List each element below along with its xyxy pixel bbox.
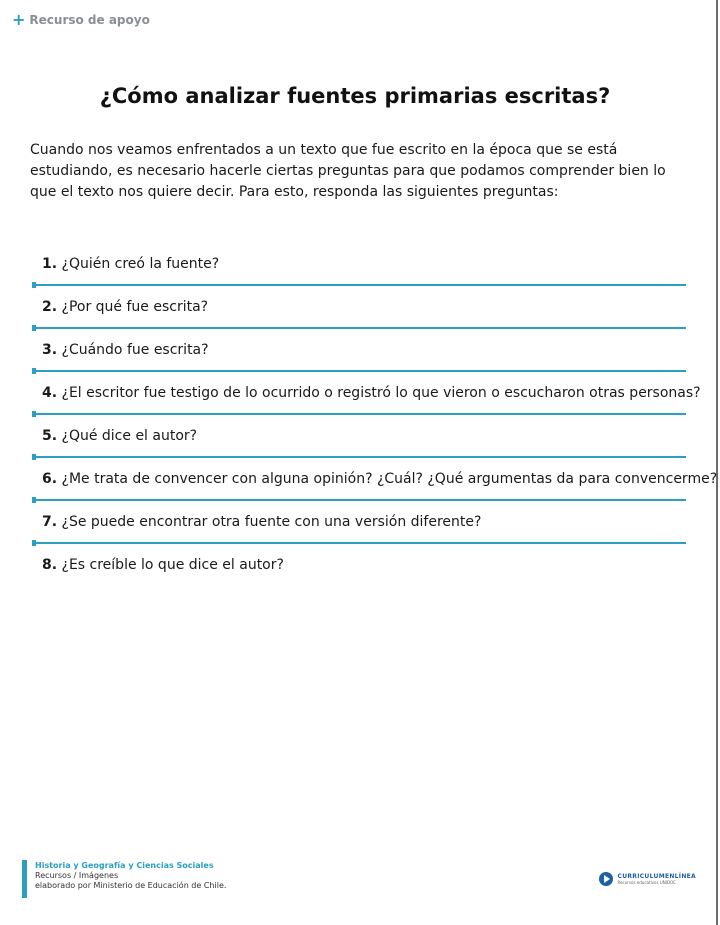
footer-subject: Historia y Geografía y Ciencias Sociales [35, 861, 214, 870]
question-item [32, 459, 718, 502]
question-label: ¿El escritor fue testigo de lo ocurrido o registró lo que vieron o escucharon otras personas? [61, 385, 701, 401]
question-text [42, 471, 717, 487]
plus-icon: + [12, 10, 26, 29]
logo-tagline: Recursos educativos UNIDOC [617, 880, 676, 885]
answer-line[interactable] [32, 284, 686, 286]
question-list [32, 244, 718, 588]
question-label: ¿Cuándo fue escrita? [61, 342, 209, 358]
resource-tag [12, 12, 150, 28]
footer-credits [22, 860, 226, 898]
question-item [32, 330, 686, 373]
answer-line[interactable] [32, 413, 686, 415]
answer-line[interactable] [32, 456, 686, 458]
logo-text [617, 873, 696, 885]
question-text [42, 256, 219, 272]
question-text [42, 514, 481, 530]
page-title: ¿Cómo analizar fuentes primarias escritas? [99, 84, 611, 108]
answer-line[interactable] [32, 542, 686, 544]
page-edge [716, 0, 718, 925]
question-item [32, 416, 686, 459]
answer-line[interactable] [32, 327, 686, 329]
curriculum-logo[interactable] [599, 872, 696, 886]
intro-paragraph: Cuando nos veamos enfrentados a un texto que fue escrito en la época que se está estudiando, es necesario hacerle ciertas preguntas para que podamos comprender bien lo que el texto nos quiere decir. Para esto, responda las siguientes preguntas: [30, 142, 666, 200]
question-label: ¿Qué dice el autor? [61, 428, 198, 444]
footer-text [35, 860, 226, 898]
question-item [32, 373, 701, 416]
question-label: ¿Se puede encontrar otra fuente con una versión diferente? [61, 514, 482, 530]
resource-tag-label: Recurso de apoyo [29, 13, 150, 27]
question-text [42, 299, 208, 315]
answer-line[interactable] [32, 499, 686, 501]
play-icon [599, 872, 613, 886]
question-label: ¿Quién creó la fuente? [61, 256, 220, 272]
footer-line-3: elaborado por Ministerio de Educación de Chile. [35, 881, 227, 890]
answer-line[interactable] [32, 370, 686, 372]
question-number: 5. [42, 428, 58, 444]
question-label: ¿Me trata de convencer con alguna opinión? ¿Cuál? ¿Qué argumentas da para convencerme? [61, 471, 718, 487]
question-number: 6. [42, 471, 58, 487]
question-item [32, 244, 686, 287]
footer-accent-bar [22, 860, 27, 898]
question-item [32, 287, 686, 330]
question-number: 7. [42, 514, 58, 530]
question-number: 8. [42, 557, 58, 573]
question-number: 3. [42, 342, 58, 358]
question-item [32, 545, 686, 588]
question-number: 1. [42, 256, 58, 272]
question-text [42, 342, 209, 358]
question-label: ¿Por qué fue escrita? [61, 299, 209, 315]
question-text [42, 428, 197, 444]
question-label: ¿Es creíble lo que dice el autor? [61, 557, 284, 573]
question-number: 2. [42, 299, 58, 315]
logo-name: CURRICULUMENLÍNEA [617, 873, 696, 880]
question-text [42, 557, 284, 573]
question-item [32, 502, 686, 545]
question-text [42, 385, 701, 401]
question-number: 4. [42, 385, 58, 401]
footer-line-2: Recursos / Imágenes [35, 871, 119, 880]
